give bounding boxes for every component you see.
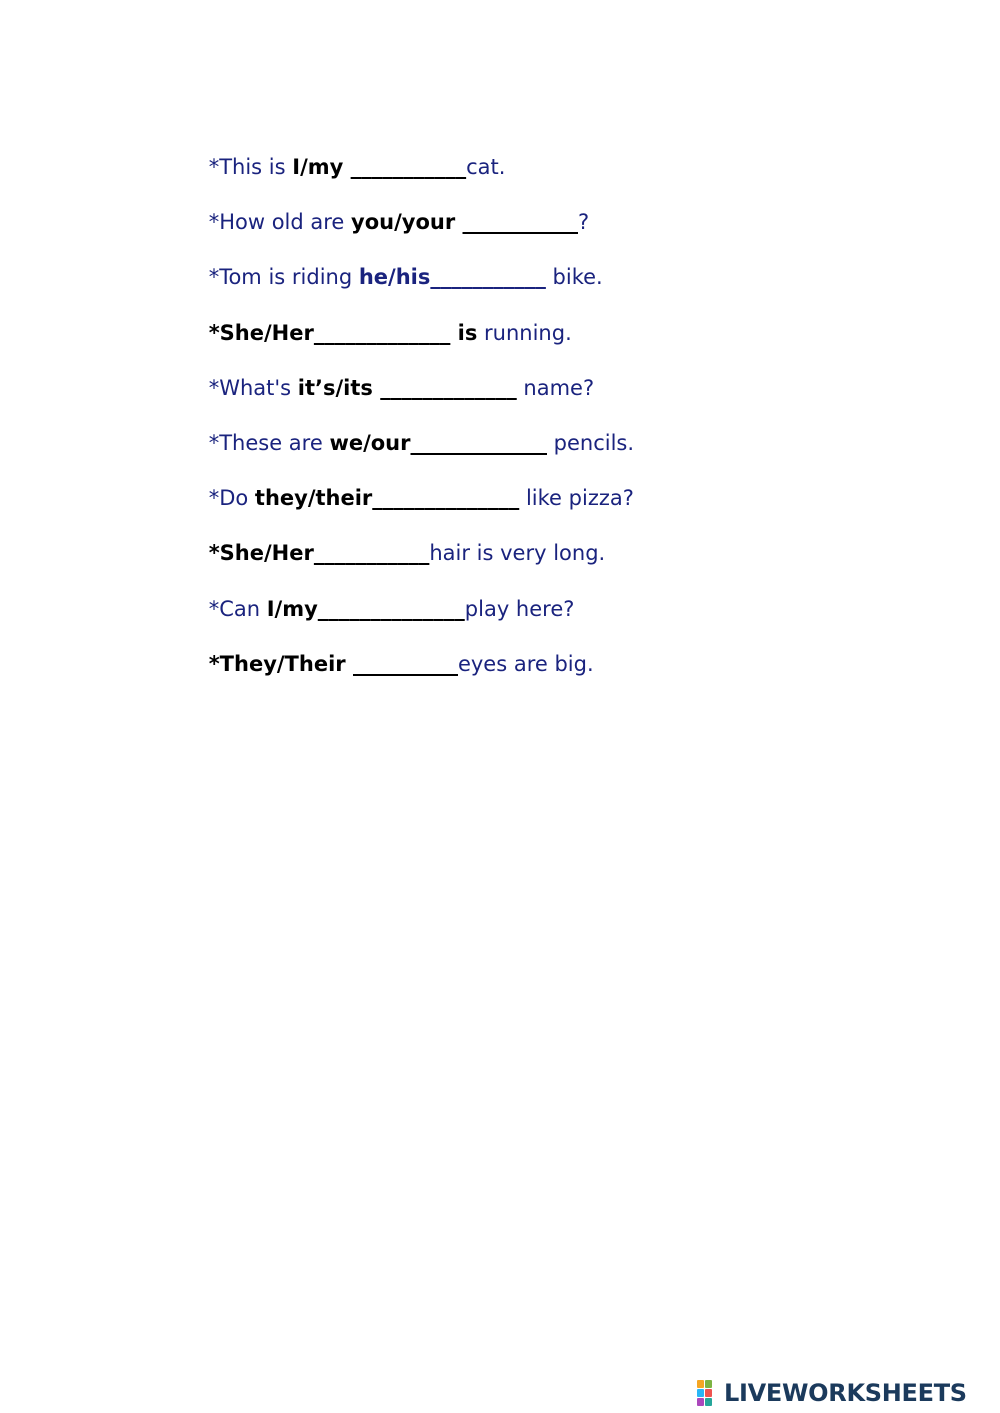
line-text: running. bbox=[477, 320, 572, 345]
logo-square bbox=[697, 1380, 704, 1388]
line-text: *These are bbox=[208, 430, 330, 455]
logo-square bbox=[705, 1389, 712, 1397]
pronoun-choice-blank[interactable]: it’s/its _____________ bbox=[297, 375, 517, 400]
line-text: bike. bbox=[545, 265, 603, 290]
line-text: *What's bbox=[208, 375, 298, 400]
line-text: pencils. bbox=[546, 430, 635, 455]
pronoun-choice-blank[interactable]: *She/Her___________ bbox=[208, 541, 430, 566]
exercise-line-1 bbox=[182, 116, 942, 179]
logo-square bbox=[697, 1389, 704, 1397]
line-text: eyes are big. bbox=[457, 651, 594, 676]
logo-square bbox=[705, 1380, 712, 1388]
line-text: *How old are bbox=[208, 210, 352, 235]
pronoun-choice-blank[interactable]: I/my ___________ bbox=[292, 155, 467, 179]
logo-square bbox=[697, 1398, 704, 1406]
line-text: like pizza? bbox=[519, 486, 634, 511]
line-text: ? bbox=[578, 210, 590, 235]
pronoun-choice-blank[interactable]: we/our_____________ bbox=[329, 430, 547, 455]
liveworksheets-logo-icon bbox=[697, 1379, 721, 1407]
line-text: cat. bbox=[466, 155, 506, 179]
line-text: play here? bbox=[464, 596, 575, 621]
line-text: name? bbox=[516, 375, 595, 400]
worksheet-exercise bbox=[182, 116, 942, 676]
line-text: *Tom is riding bbox=[208, 265, 359, 290]
pronoun-choice-blank[interactable]: *She/Her_____________ is bbox=[208, 320, 478, 345]
brand-name: LIVEWORKSHEETS bbox=[724, 1379, 967, 1407]
liveworksheets-brand bbox=[697, 1377, 967, 1409]
pronoun-choice-blank[interactable]: they/their______________ bbox=[254, 486, 520, 511]
pronoun-choice-blank[interactable]: you/your ___________ bbox=[351, 210, 579, 235]
line-text: *This is bbox=[208, 155, 293, 179]
line-text: *Can bbox=[208, 596, 267, 621]
pronoun-choice-blank[interactable]: I/my______________ bbox=[266, 596, 465, 621]
logo-square bbox=[705, 1398, 712, 1406]
pronoun-choice-blank[interactable]: he/his___________ bbox=[358, 265, 546, 290]
pronoun-choice-blank[interactable]: *They/Their __________ bbox=[208, 651, 458, 676]
line-text: hair is very long. bbox=[429, 541, 606, 566]
line-text: *Do bbox=[208, 486, 255, 511]
